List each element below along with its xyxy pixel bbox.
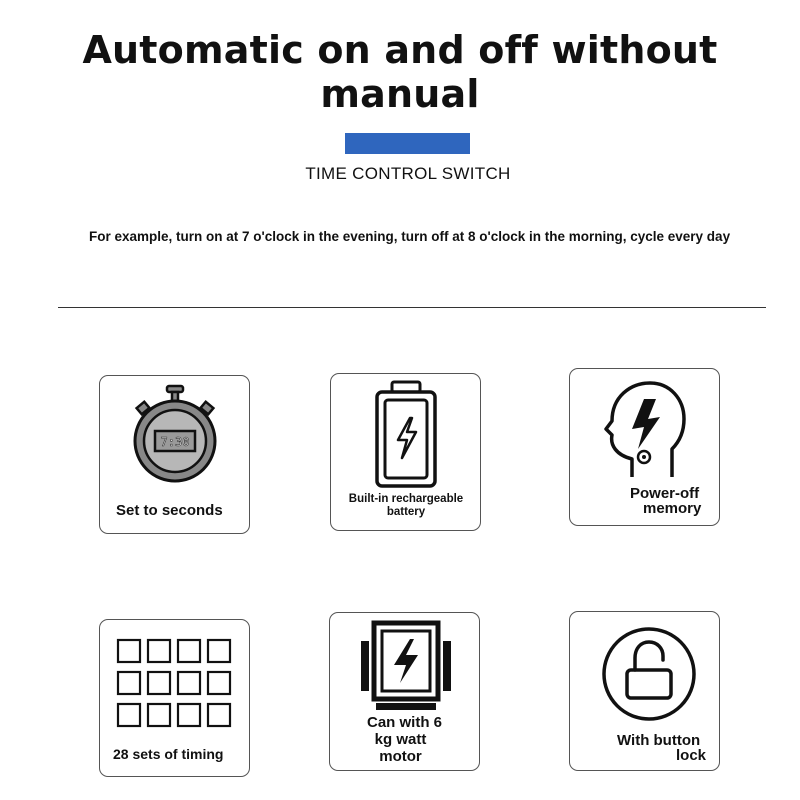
feature-card-motor <box>329 612 480 771</box>
motor-icon <box>358 621 454 713</box>
feature-card-set-to-seconds <box>99 375 250 534</box>
grid-icon <box>116 638 234 728</box>
feature-card-power-off-memory <box>569 368 720 526</box>
feature-label-line: memory <box>643 500 702 517</box>
feature-label: Built-in rechargeable battery <box>348 493 464 518</box>
battery-icon <box>374 380 438 488</box>
feature-card-timing-sets <box>99 619 250 777</box>
feature-card-battery <box>330 373 481 531</box>
stopwatch-icon <box>130 384 220 484</box>
subtitle: TIME CONTROL SWITCH <box>305 164 511 183</box>
headline: Automatic on and off without manual <box>82 28 718 116</box>
feature-label-line: With button <box>617 732 701 749</box>
feature-label: Set to seconds <box>116 502 223 519</box>
feature-label: 28 sets of timing <box>113 746 224 762</box>
feature-label-line: kg watt <box>374 731 427 748</box>
accent-bar <box>345 133 470 154</box>
example-text: For example, turn on at 7 o'clock in the evening, turn off at 8 o'clock in the morning, cycle every day <box>89 229 731 244</box>
divider <box>58 307 766 308</box>
unlock-icon <box>601 626 697 722</box>
feature-label-line: Can with 6 <box>366 714 442 731</box>
feature-label-line: motor <box>379 748 422 765</box>
feature-card-button-lock <box>569 611 720 771</box>
head-lightning-icon <box>602 377 688 483</box>
stopwatch-display: 7:30 <box>160 435 190 449</box>
feature-label-line: Power-off <box>630 485 700 502</box>
feature-label-line: lock <box>676 747 707 764</box>
